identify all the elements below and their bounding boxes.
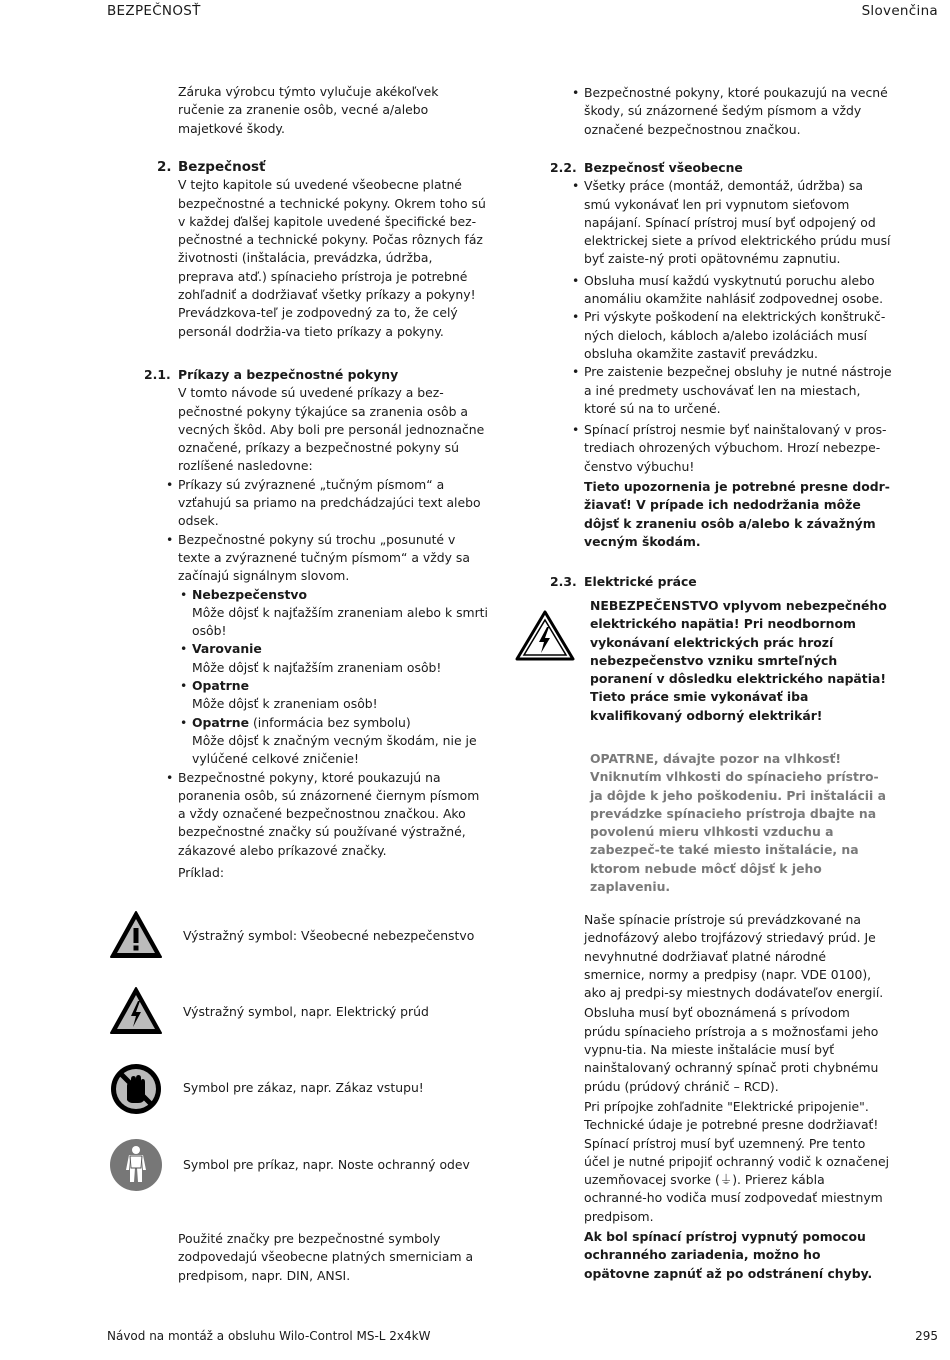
general-warning-note: Tieto upozornenia je potrebné presne dodr-žiavať! V prípade ich nedodržania môže dôjsť k zraneniu osôb a/alebo k závažným vecným škodám. xyxy=(584,479,890,549)
bullet-material-damage: • Bezpečnostné pokyny, ktoré poukazujú na vecné škody, sú znázornené šedým písmom a vždy označené bezpečnostnou značkou. xyxy=(570,84,892,139)
section-21-number: 2.1. xyxy=(144,367,171,382)
symbol-1-label: Výstražný symbol: Všeobecné nebezpečenstvo xyxy=(183,928,475,943)
electric-hazard-icon xyxy=(109,986,163,1036)
signal-danger-text: Môže dôjsť k najťažším zraneniam alebo k smrti osôb! xyxy=(192,604,488,639)
footer-manual-title: Návod na montáž a obsluhu Wilo-Control MS-L 2x4kW xyxy=(107,1329,431,1343)
header-section-title: BEZPEČNOSŤ xyxy=(107,3,201,19)
section-2-title: Bezpečnosť xyxy=(178,159,266,175)
footer-page-number: 295 xyxy=(915,1329,938,1343)
section-22-number: 2.2. xyxy=(550,160,577,175)
section-21-title: Príkazy a bezpečnostné pokyny xyxy=(178,367,399,382)
section-23-title: Elektrické práce xyxy=(584,574,697,589)
caution-notice xyxy=(590,750,890,896)
general-item-2: • Obsluha musí každú vyskytnutú poruchu alebo anomáliu okamžite nahlásiť zodpovednej osobe. xyxy=(570,272,892,309)
signal-caution2-note: (informácia bez symbolu) xyxy=(249,714,411,730)
protective-clothing-icon xyxy=(109,1138,163,1192)
paragraph-supply: Naše spínacie prístroje sú prevádzkované na jednofázový alebo trojfázový striedavý prúd. Je nevyhnutné dodržiavať platné národné smernice, normy a predpisy (napr. VDE 0100), ako aj predpi-sy miestnych dodávateľov energií. xyxy=(584,912,884,1001)
general-item-3: • Pri výskyte poškodení na elektrických konštrukč-ných dieloch, kábloch a/alebo izoláciách musí obsluha okamžite zastaviť prevádzku. xyxy=(570,308,892,363)
caution-notice-text: OPATRNE, dávajte pozor na vlhkosť! Vniknutím vlhkosti do spínacieho prístro-ja dôjde k jeho poškodeniu. Pri inštalácii a prevádzke spínacieho prístroja dbajte na povolenú mieru vlhkosti vzduchu a zabezpeč-te také miesto inštalácie, na ktorom nebude môcť dôjsť k jeho zaplaveniu. xyxy=(590,751,886,895)
danger-notice-text: NEBEZPEČENSTVO vplyvom nebezpečného elektrického napätia! Pri neodbornom vykonávaní elektrických prác hrozí nebezpečenstvo vzniku smrteľných poranení v dôsledku elektrického napätia! Tieto práce smie vykonávať iba kvalifikovaný odborný elektrikár! xyxy=(590,598,887,723)
header-language: Slovenčina xyxy=(861,3,938,19)
intro-text: Záruka výrobcu týmto vylučuje akékoľvek ručenie za zranenie osôb, vecné a/alebo majetkové škody. xyxy=(178,84,439,136)
section-22-title: Bezpečnosť všeobecne xyxy=(584,160,743,175)
section-21 xyxy=(164,366,488,882)
general-item-1: • Všetky práce (montáž, demontáž, údržba) sa smú vykonávať len pri vypnutom sieťovom napájaní. Spínací prístroj musí byť odpojený od elektrickej siete a prívod elektrického prúdu musí byť zaiste-ný proti opätovnému zapnutiu. xyxy=(570,177,892,268)
symbols-outro xyxy=(178,1230,488,1285)
general-item-5: • Spínací prístroj nesmie byť nainštalovaný v pros-trediach ohrozených výbuchom. Hrozí nebezpe-čenstvo výbuchu! xyxy=(570,421,892,476)
section-23-number: 2.3. xyxy=(550,574,577,589)
paragraph-grounding: Pri prípojke zohľadnite "Elektrické pripojenie". Technické údaje je potrebné presne dodržiavať! Spínací prístroj musí byť uzemnený. Pre tento účel je nutné pripojiť ochranný vodič k označenej uzemňovacej svorke (⏚). Prierez kábla ochranné-ho vodiča musí zodpovedať miestnym predpisom. xyxy=(584,1098,890,1224)
electric-voltage-warning-icon xyxy=(515,610,575,662)
danger-notice xyxy=(590,597,890,725)
general-danger-icon xyxy=(109,910,163,960)
signal-danger-title: • Nebezpečenstvo xyxy=(192,586,307,602)
signal-words-list xyxy=(164,586,488,769)
signal-warning-text: Môže dôjsť k najťažším zraneniam osôb! xyxy=(192,659,442,675)
signal-caution-title: • Opatrne xyxy=(192,678,250,694)
symbols-outro-text: Použité značky pre bezpečnostné symboly zodpovedajú všeobecne platných smerniciam a predpisom, napr. DIN, ANSI. xyxy=(178,1231,474,1283)
section-2-number: 2. xyxy=(157,159,172,175)
section-22 xyxy=(570,159,892,551)
symbol-4-label: Symbol pre príkaz, napr. Noste ochranný odev xyxy=(183,1157,470,1172)
general-item-4: • Pre zaistenie bezpečnej obsluhy je nutné nástroje a iné predmety uschovávať len na miestach, ktoré sú na to určené. xyxy=(570,363,892,418)
signal-warning-title: • Varovanie xyxy=(192,641,262,657)
symbol-3-label: Symbol pre zákaz, napr. Zákaz vstupu! xyxy=(183,1080,424,1095)
paragraph-restart: Ak bol spínací prístroj vypnutý pomocou ochranného zariadenia, možno ho opätovne zapnúť až po odstránení chyby. xyxy=(584,1229,873,1281)
signal-caution2-title: Opatrne xyxy=(192,714,250,730)
signal-caution-text: Môže dôjsť k zraneniam osôb! xyxy=(192,696,378,712)
section-2-text: V tejto kapitole sú uvedené všeobecne platné bezpečnostné a technické pokyny. Okrem toho sú v každej ďalšej kapitole uvedené špecifické bez-pečnostné a technické pokyny. Počas rôznych fáz životnosti (inštalácia, prevádzka, údržba, preprava atď.) spínacieho prístroja je potrebné zohľadniť a dodržiavať všetky príkazy a pokyny! Prevádzkova-teľ je zodpovedný za to, že celý personál dodržia-va tieto príkazy a pokyny. xyxy=(178,177,486,339)
signal-caution2-text: Môže dôjsť k značným vecným škodám, nie je vylúčené celkové zničenie! xyxy=(192,732,477,767)
paragraph-rcd: Obsluha musí byť oboznámená s prívodom prúdu spínacieho prístroja a s možnosťami jeho vypnu-tia. Na mieste inštalácie musí byť nainštalovaný ochranný spínač proti chybnému prúdu (prúdový chránič – RCD). xyxy=(584,1005,879,1094)
example-label: Príklad: xyxy=(178,865,225,881)
electrical-paragraphs xyxy=(584,911,890,1283)
material-damage-bullet xyxy=(570,84,892,139)
section-2 xyxy=(178,158,488,341)
bullet-safety-notes: • Bezpečnostné pokyny sú trochu „posunuté v texte a zvýraznené tučným písmom“ a vždy sa začínajú signálnym slovom. xyxy=(164,531,488,586)
intro-paragraph xyxy=(178,83,488,138)
no-entry-hand-icon xyxy=(109,1062,163,1116)
bullet-injury-notes: • Bezpečnostné pokyny, ktoré poukazujú na poranenia osôb, sú znázornené čiernym písmom a vždy označené bezpečnostnou značkou. Ako bezpečnostné značky sú používané výstražné, zákazové alebo príkazové značky. xyxy=(164,769,488,860)
symbol-2-label: Výstražný symbol, napr. Elektrický prúd xyxy=(183,1004,429,1019)
bullet-commands: • Príkazy sú zvýraznené „tučným písmom“ a vzťahujú sa priamo na predchádzajúci text alebo odsek. xyxy=(164,476,488,531)
section-21-text: V tomto návode sú uvedené príkazy a bez-pečnostné pokyny týkajúce sa zranenia osôb a vecných škôd. Aby boli pre personál jednoznačne označené, príkazy a bezpečnostné pokyny sú rozlíšené nasledovne: xyxy=(178,385,485,474)
